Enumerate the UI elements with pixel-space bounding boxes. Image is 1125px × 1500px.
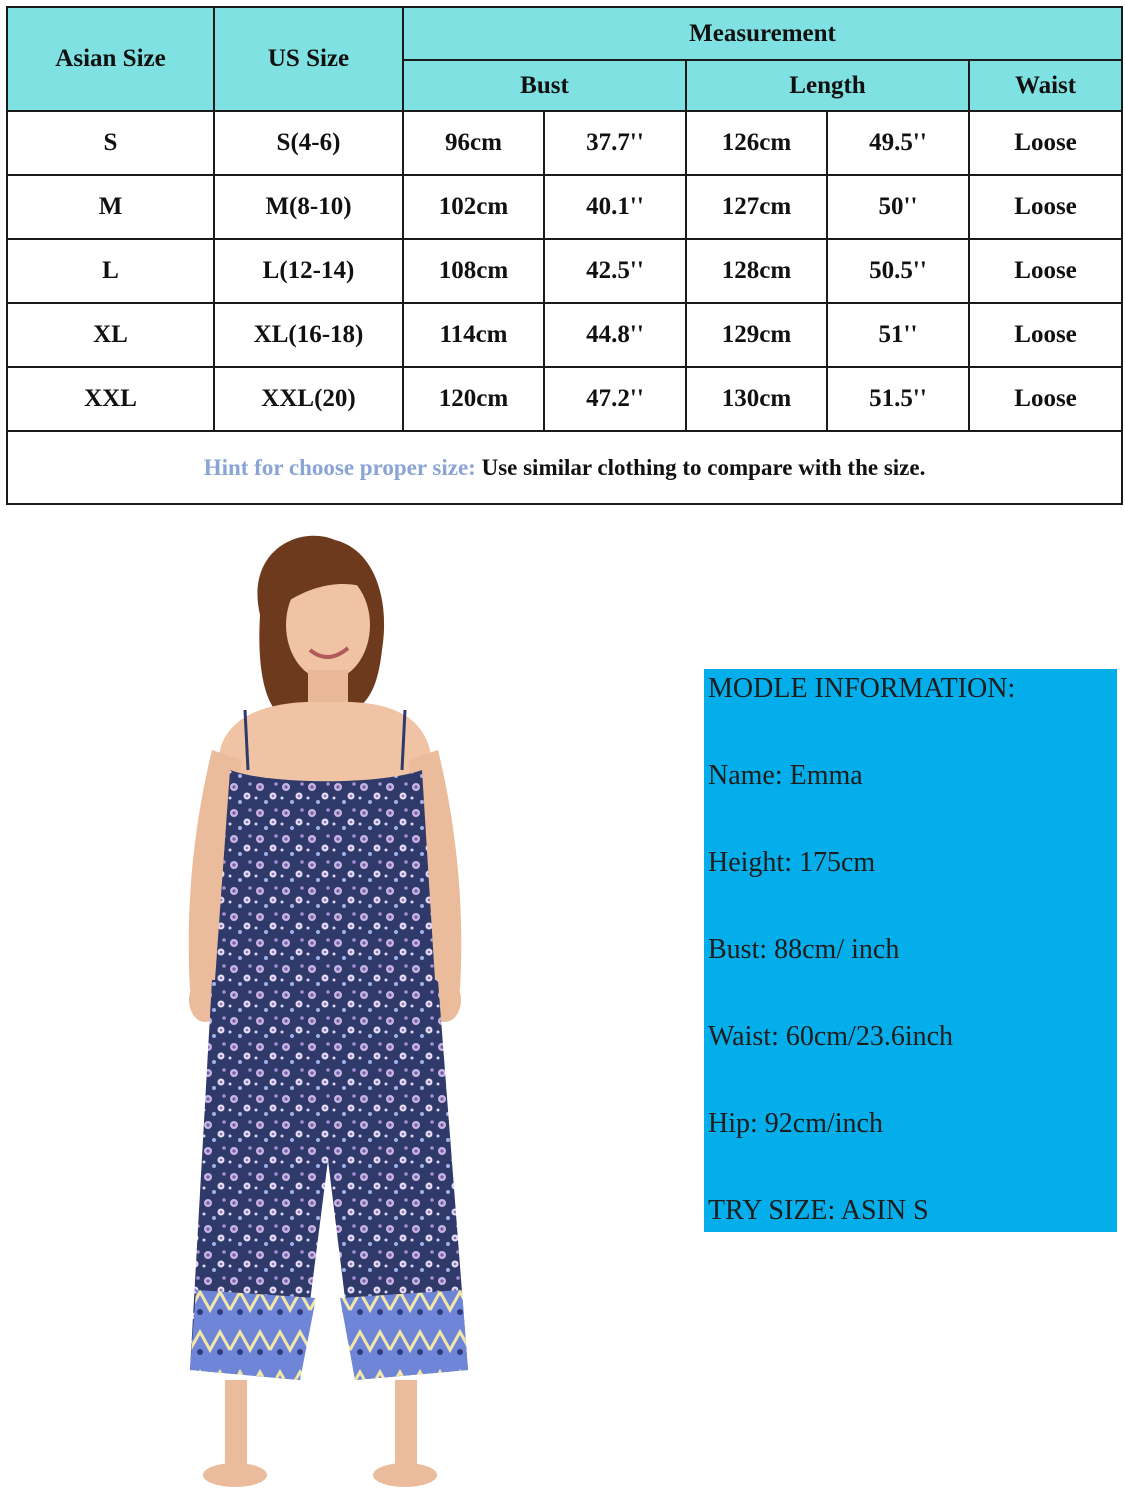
cell-bust-cm: 114cm xyxy=(403,303,544,367)
model-bust: Bust: 88cm/ inch xyxy=(708,934,900,965)
cell-bust-inch: 47.2'' xyxy=(544,367,686,431)
model-hip: Hip: 92cm/inch xyxy=(708,1108,883,1139)
size-hint-label: Hint for choose proper size: xyxy=(203,454,476,480)
cell-length-inch: 50.5'' xyxy=(827,239,969,303)
cell-length-inch: 49.5'' xyxy=(827,111,969,175)
cell-bust-cm: 102cm xyxy=(403,175,544,239)
cell-bust-inch: 37.7'' xyxy=(544,111,686,175)
cell-us-size: XL(16-18) xyxy=(214,303,403,367)
table-row xyxy=(7,111,1122,175)
cell-bust-inch: 40.1'' xyxy=(544,175,686,239)
size-hint-text: Use similar clothing to compare with the size. xyxy=(475,454,926,480)
cell-us-size: XXL(20) xyxy=(214,367,403,431)
cell-bust-cm: 108cm xyxy=(403,239,544,303)
table-row xyxy=(7,239,1122,303)
cell-length-cm: 128cm xyxy=(686,239,827,303)
cell-asian-size: XL xyxy=(7,303,214,367)
cell-us-size: M(8-10) xyxy=(214,175,403,239)
header-bust: Bust xyxy=(403,60,686,111)
cell-waist: Loose xyxy=(969,175,1122,239)
size-chart-table xyxy=(6,6,1123,505)
table-row xyxy=(7,175,1122,239)
cell-bust-inch: 42.5'' xyxy=(544,239,686,303)
cell-waist: Loose xyxy=(969,239,1122,303)
header-asian-size: Asian Size xyxy=(7,7,214,111)
cell-asian-size: M xyxy=(7,175,214,239)
table-row xyxy=(7,303,1122,367)
cell-asian-size: S xyxy=(7,111,214,175)
cell-asian-size: XXL xyxy=(7,367,214,431)
cell-length-inch: 51'' xyxy=(827,303,969,367)
model-info-title: MODLE INFORMATION: xyxy=(708,673,1016,704)
cell-bust-cm: 120cm xyxy=(403,367,544,431)
cell-bust-inch: 44.8'' xyxy=(544,303,686,367)
cell-length-cm: 130cm xyxy=(686,367,827,431)
header-us-size: US Size xyxy=(214,7,403,111)
cell-bust-cm: 96cm xyxy=(403,111,544,175)
size-hint xyxy=(7,431,1122,504)
cell-length-inch: 50'' xyxy=(827,175,969,239)
model-waist: Waist: 60cm/23.6inch xyxy=(708,1021,954,1052)
model-height: Height: 175cm xyxy=(708,847,876,878)
cell-us-size: S(4-6) xyxy=(214,111,403,175)
cell-us-size: L(12-14) xyxy=(214,239,403,303)
model-try-size: TRY SIZE: ASIN S xyxy=(708,1195,929,1226)
cell-asian-size: L xyxy=(7,239,214,303)
cell-length-inch: 51.5'' xyxy=(827,367,969,431)
cell-waist: Loose xyxy=(969,111,1122,175)
model-info-box xyxy=(704,669,1117,1232)
cell-length-cm: 127cm xyxy=(686,175,827,239)
model-photo xyxy=(150,520,490,1495)
model-name: Name: Emma xyxy=(708,760,863,791)
table-row xyxy=(7,367,1122,431)
header-waist: Waist xyxy=(969,60,1122,111)
header-measurement: Measurement xyxy=(403,7,1122,60)
cell-length-cm: 129cm xyxy=(686,303,827,367)
cell-waist: Loose xyxy=(969,367,1122,431)
cell-length-cm: 126cm xyxy=(686,111,827,175)
cell-waist: Loose xyxy=(969,303,1122,367)
header-length: Length xyxy=(686,60,969,111)
